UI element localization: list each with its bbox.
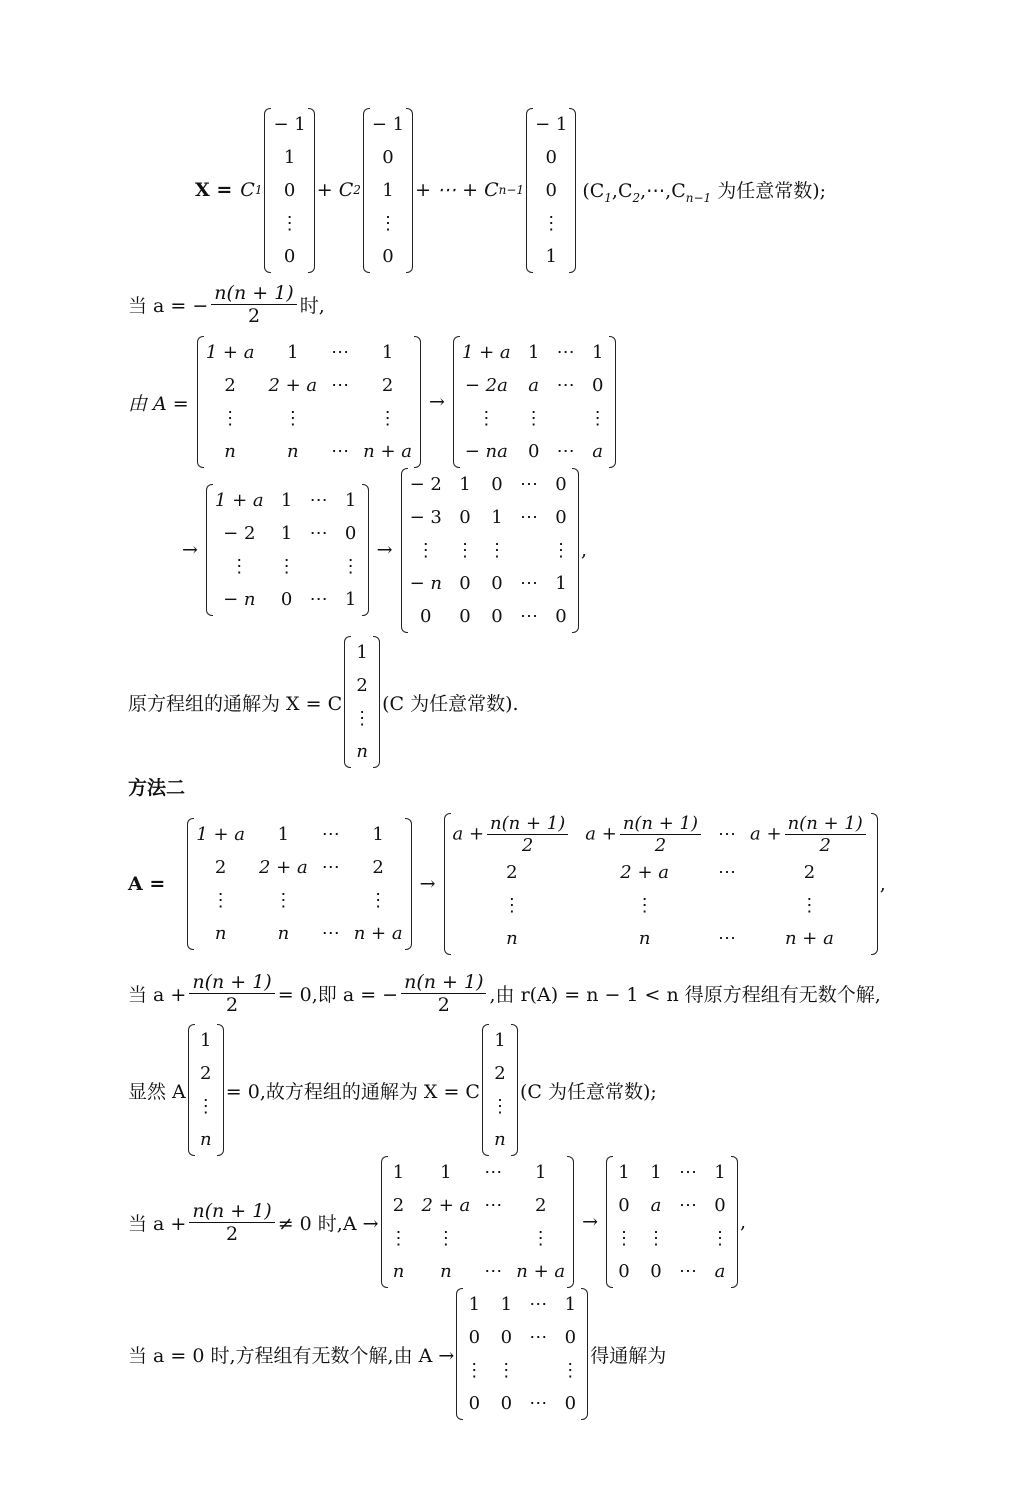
matrix (458, 1288, 586, 1420)
matrix-entry: 0 (459, 506, 471, 528)
matrix-entry: ⋮ (416, 539, 435, 561)
matrix-entry: ⋯ (718, 862, 737, 883)
vector-entry: n (356, 741, 368, 762)
matrix-entry: 1 (440, 1162, 452, 1183)
a-equals: A = (128, 873, 166, 895)
zero-prefix: 当 a = 0 时,方程组有无数个解,由 A → (128, 1344, 455, 1367)
vector-entry: n (494, 1129, 506, 1150)
matrix-entry: 0 (280, 589, 293, 610)
solution-line (128, 638, 519, 766)
matrix-entry: ⋮ (497, 1360, 516, 1381)
matrix-entry: ⋮ (561, 1360, 580, 1381)
matrix-entry (672, 1222, 704, 1255)
matrix-entry: 2 + a (268, 375, 318, 396)
c1: C (240, 179, 255, 201)
matrix-entry: 1 (459, 473, 471, 495)
fraction: $\frac{n(n + 1)}{2}$ (189, 971, 274, 1016)
matrix-a (199, 336, 419, 468)
matrix-entry: 2 + a (620, 862, 669, 883)
matrix-entry: ⋮ (277, 556, 296, 577)
matrix-entry: ⋮ (551, 539, 570, 561)
matrix-entry: ⋯ (556, 441, 575, 462)
reduction-line-1 (128, 338, 618, 466)
vector-entry: 1 (283, 146, 296, 168)
matrix-entry: ⋯ (519, 605, 538, 627)
vector-entry: ⋮ (353, 708, 372, 729)
case-prefix: 当 a = − (128, 294, 209, 317)
matrix-entry: ⋯ (519, 572, 538, 594)
matrix-entry: ⋮ (211, 890, 230, 911)
matrix-entry: 1 (618, 1162, 630, 1183)
matrix-entry: 2 (381, 375, 394, 396)
matrix-entry: ⋯ (519, 473, 538, 495)
arrow: → (429, 391, 445, 413)
matrix-entry: ⋯ (309, 490, 328, 511)
case-suffix: 时, (299, 294, 325, 317)
obvious-suffix: (C 为任意常数); (519, 1080, 657, 1103)
matrix-entry: ⋯ (556, 375, 575, 396)
matrix-entry: 2 (803, 862, 816, 883)
matrix-entry: 1 (534, 1162, 547, 1183)
matrix-entry: 1 (280, 490, 293, 511)
plus-c2: + C (316, 179, 354, 201)
matrix-entry: − 2 (223, 523, 256, 544)
matrix-entry (324, 402, 356, 435)
vector-entry: 0 (283, 245, 296, 267)
matrix-entry: ⋮ (378, 408, 397, 429)
matrix-entry: ⋯ (309, 523, 328, 544)
vector-entry: ⋮ (542, 212, 561, 234)
vector-entry: 0 (382, 146, 394, 168)
matrix-entry: 0 (420, 605, 432, 627)
matrix-entry: ⋮ (274, 890, 293, 911)
matrix-entry: ⋮ (487, 539, 506, 561)
matrix-entry: ⋯ (484, 1195, 503, 1216)
arrow: → (182, 539, 198, 561)
comma: , (580, 539, 588, 561)
vector-entry: 1 (382, 179, 394, 201)
matrix-entry: ⋮ (436, 1228, 455, 1249)
general-solution-line (195, 112, 826, 268)
matrix-entry: 0 (491, 572, 503, 594)
matrix-entry: 1 (468, 1294, 481, 1315)
vector-entry: ⋮ (196, 1096, 215, 1117)
matrix-entry: 1 (555, 572, 567, 594)
fraction: $\frac{n(n + 1)}{2}$ (211, 282, 296, 327)
by-a-equals: 由 A = (128, 392, 189, 415)
matrix-entry: 0 (491, 473, 503, 495)
reduction-line-2 (176, 470, 587, 630)
case-a-negative-line (128, 278, 325, 330)
matrix-entry: − 2a (464, 375, 508, 396)
vector-entry: 0 (545, 179, 557, 201)
matrix-entry: 0 (555, 605, 567, 627)
condition-mid: = 0,即 a = − (277, 983, 399, 1006)
matrix-entry: − 2 (409, 473, 442, 495)
matrix-entry (477, 1222, 509, 1255)
solution-vector (346, 636, 378, 768)
matrix-entry: ⋮ (647, 1228, 666, 1249)
matrix-entry: 0 (555, 473, 567, 495)
matrix-entry: ⋯ (321, 923, 340, 944)
matrix-entry: 1 + a (461, 342, 511, 363)
nonzero-prefix: 当 a + (128, 1212, 187, 1235)
matrix-entry: a (528, 375, 540, 396)
matrix-entry: ⋯ (484, 1162, 503, 1183)
c1-subscript: 1 (254, 183, 263, 197)
matrix-entry: 1 (344, 589, 357, 610)
matrix-entry: ⋮ (711, 1228, 730, 1249)
vector-entry: 0 (382, 245, 394, 267)
matrix-entry: ⋮ (800, 895, 819, 916)
matrix-entry: ⋯ (321, 824, 340, 845)
obvious-line (128, 1028, 657, 1152)
matrix-entry: 1 (564, 1294, 577, 1315)
matrix-entry (315, 884, 347, 917)
vector-entry: 2 (494, 1063, 506, 1084)
zero-suffix: 得通解为 (590, 1344, 667, 1367)
matrix-entry: 1 (344, 490, 357, 511)
vector-entry: − 1 (273, 113, 306, 135)
matrix-entry: 0 (468, 1393, 481, 1414)
matrix-entry: − 3 (409, 506, 442, 528)
matrix-entry: ⋮ (221, 408, 240, 429)
matrix-entry: 2 (506, 862, 518, 883)
matrix-step-2 (208, 484, 367, 616)
matrix-entry: 1 (491, 506, 503, 528)
matrix-entry: 0 (500, 1327, 513, 1348)
vector-entry: 1 (200, 1030, 212, 1051)
matrix-entry: − na (464, 441, 508, 462)
matrix-entry: ⋮ (455, 539, 474, 561)
matrix (383, 1156, 573, 1288)
matrix-entry: 1 (500, 1294, 513, 1315)
matrix-entry: ⋯ (331, 342, 350, 363)
matrix-entry (303, 550, 335, 583)
matrix-entry: 2 (224, 375, 236, 396)
matrix-entry: 1 (381, 342, 394, 363)
matrix-entry: ⋮ (389, 1228, 408, 1249)
matrix-entry: n (440, 1261, 452, 1282)
comma: , (879, 873, 886, 895)
matrix-entry: ⋯ (309, 589, 328, 610)
matrix-entry: 0 (459, 572, 471, 594)
matrix-entry: 1 (277, 824, 290, 845)
matrix-entry: 0 (344, 523, 357, 544)
matrix-step-3 (403, 468, 577, 633)
vector-entry: ⋮ (379, 212, 397, 234)
condition-prefix: 当 a + (128, 983, 187, 1006)
matrix-entry: 2 (534, 1195, 547, 1216)
matrix-entry: 1 (591, 342, 604, 363)
c2-subscript: 2 (353, 183, 361, 197)
method-two-reduction (128, 808, 886, 960)
matrix-entry: 0 (618, 1195, 630, 1216)
obvious-prefix: 显然 A (128, 1080, 186, 1103)
matrix-entry: ⋮ (635, 895, 654, 916)
matrix-entry: 1 + a (196, 824, 245, 845)
matrix-entry: ⋮ (531, 1228, 550, 1249)
matrix-entry: n + a (363, 441, 413, 462)
matrix-entry: 0 (564, 1393, 577, 1414)
matrix-entry: ⋮ (369, 890, 388, 911)
vector-entry: 2 (200, 1063, 212, 1084)
matrix-entry: 0 (500, 1393, 513, 1414)
vector-entry: ⋮ (280, 212, 299, 234)
matrix-entry: 1 (372, 824, 384, 845)
condition-line (128, 966, 881, 1020)
matrix-entry: ⋮ (502, 895, 521, 916)
matrix-entry: n + a (516, 1261, 566, 1282)
vector-entry: 1 (356, 642, 368, 663)
vector-entry: 1 (494, 1030, 506, 1051)
fraction: $\frac{n(n + 1)}{2}$ (401, 971, 486, 1016)
matrix-entry: 0 (618, 1261, 630, 1282)
matrix-entry: n (392, 1261, 405, 1282)
matrix-entry: 0 (714, 1195, 726, 1216)
matrix-entry: n (277, 923, 290, 944)
matrix-entry: 1 (287, 342, 299, 363)
vector (190, 1024, 222, 1156)
arrow: → (419, 873, 436, 895)
matrix-entry: ⋯ (679, 1261, 698, 1282)
matrix-entry: ⋯ (529, 1294, 548, 1315)
vector-entry: 0 (545, 146, 557, 168)
matrix-entry: 0 (491, 605, 503, 627)
matrix-entry: 1 (714, 1162, 726, 1183)
matrix-entry: 0 (468, 1327, 481, 1348)
matrix-entry: ⋮ (283, 408, 302, 429)
matrix-entry: ⋮ (230, 556, 249, 577)
matrix-entry: 2 (214, 857, 227, 878)
matrix-entry: n (214, 923, 227, 944)
matrix-entry: ⋯ (331, 375, 350, 396)
vector-entry: 2 (356, 675, 368, 696)
comma: , (740, 1211, 747, 1233)
matrix-entry: − n (223, 589, 256, 610)
fraction: $\frac{n(n + 1)}{2}$ (189, 1200, 274, 1245)
x-equals: X = (195, 179, 233, 201)
matrix-entry: 1 (650, 1162, 662, 1183)
nonzero-case-line (128, 1158, 746, 1286)
vector-entry: n (199, 1129, 212, 1150)
vector-entry: ⋮ (490, 1096, 509, 1117)
obvious-mid: = 0,故方程组的通解为 X = C (225, 1080, 480, 1103)
matrix-entry: ⋯ (718, 928, 737, 949)
matrix-entry: ⋮ (465, 1360, 484, 1381)
matrix-entry: ⋯ (519, 506, 538, 528)
matrix-entry: 0 (527, 441, 540, 462)
matrix-entry: ⋯ (321, 857, 340, 878)
matrix-entry: 0 (459, 605, 471, 627)
vector-1 (266, 108, 312, 273)
matrix-entry: 1 (392, 1162, 405, 1183)
matrix-entry: 0 (564, 1327, 577, 1348)
matrix-entry: ⋯ (679, 1195, 698, 1216)
condition-suffix: ,由 r(A) = n − 1 < n 得原方程组有无数个解, (489, 983, 881, 1006)
matrix-entry (711, 889, 743, 922)
arrow: → (376, 539, 393, 561)
vector-entry: 1 (545, 245, 557, 267)
vector-entry: − 1 (371, 113, 405, 135)
vector-entry: 0 (283, 179, 296, 201)
matrix-entry: ⋮ (477, 408, 496, 429)
matrix-entry: 1 + a (205, 342, 255, 363)
solution-vector (484, 1024, 516, 1156)
matrix-entry: 0 (591, 375, 604, 396)
cn1-subscript: n−1 (498, 183, 525, 197)
vector-3 (528, 108, 574, 273)
matrix-entry: 0 (650, 1261, 662, 1282)
matrix-entry: n (287, 441, 299, 462)
vector-entry: − 1 (535, 113, 568, 135)
matrix-entry: ⋯ (679, 1162, 698, 1183)
matrix-entry: ⋯ (484, 1261, 503, 1282)
arrow: → (582, 1211, 599, 1233)
matrix-entry: 0 (555, 506, 567, 528)
matrix-entry (513, 534, 545, 567)
vector-2 (365, 108, 411, 273)
matrix-entry: a (714, 1261, 726, 1282)
matrix-entry: 2 (392, 1195, 405, 1216)
matrix-entry: n (506, 928, 518, 949)
matrix-entry: 2 + a (421, 1195, 471, 1216)
solution-suffix: (C 为任意常数). (382, 692, 519, 715)
matrix-entry: n (224, 441, 236, 462)
plus-dots-c: + ⋯ + C (415, 179, 499, 201)
matrix-entry: ⋯ (331, 441, 350, 462)
matrix-entry (522, 1354, 554, 1387)
matrix-entry: 2 + a (259, 857, 308, 878)
matrix-entry: 2 (372, 857, 384, 878)
matrix-entry: a (650, 1195, 662, 1216)
matrix-entry: a (592, 441, 604, 462)
constants-note: ($C_1,C_2,\cdots,C_{n-1}$ 为任意常数); (582, 179, 827, 205)
matrix (608, 1156, 736, 1288)
matrix-entry: ⋮ (588, 408, 607, 429)
matrix-entry: − n (409, 572, 442, 594)
matrix-row-sum: a + $\frac{n(n + 1)}{2}$ a + $\frac{n(n + 1)}{2}$ ⋯ a + $\frac{n(n + 1)}{2}$ 2 2 + a ⋯ 2 ⋮ ⋮ ⋮ n n ⋯ n + a (446, 813, 876, 955)
zero-case-line (128, 1290, 666, 1418)
matrix-entry: n + a (784, 928, 834, 949)
matrix-entry: 1 + a (214, 490, 264, 511)
method-two-heading: 方法二 (128, 776, 186, 799)
matrix-a (189, 818, 409, 950)
nonzero-mid: ≠ 0 时,A → (277, 1212, 379, 1235)
matrix-entry: ⋮ (524, 408, 543, 429)
matrix-entry (550, 402, 582, 435)
matrix-step-1 (455, 336, 614, 468)
matrix-entry: n (638, 928, 651, 949)
matrix-entry: ⋯ (529, 1327, 548, 1348)
matrix-entry: ⋯ (529, 1393, 548, 1414)
solution-prefix: 原方程组的通解为 X = C (128, 692, 343, 715)
matrix-entry: 1 (280, 523, 293, 544)
matrix-entry: 1 (527, 342, 540, 363)
matrix-entry: ⋮ (341, 556, 360, 577)
matrix-entry: ⋯ (556, 342, 575, 363)
matrix-entry: n + a (353, 923, 403, 944)
matrix-entry: ⋮ (615, 1228, 634, 1249)
